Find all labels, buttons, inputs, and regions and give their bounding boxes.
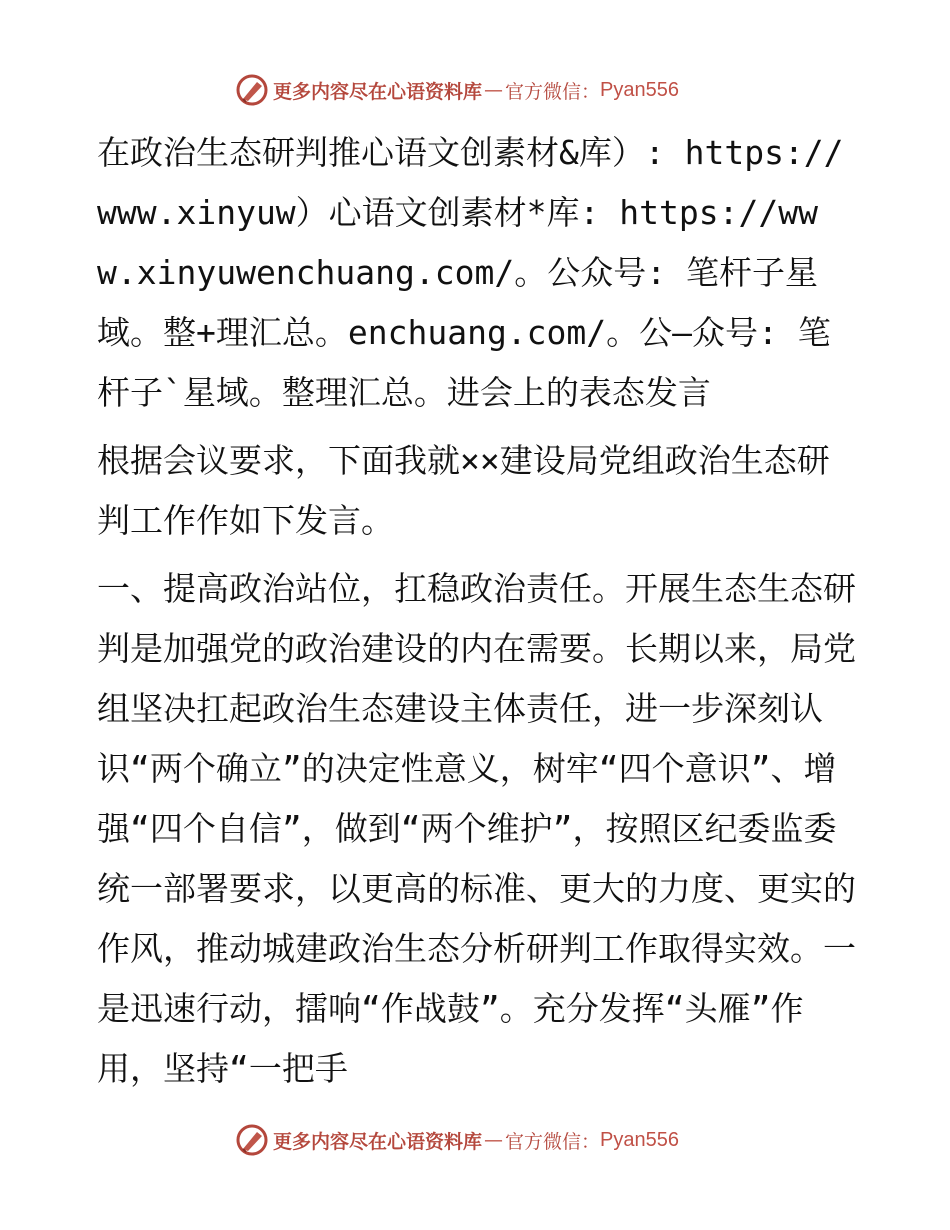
- pen-nib-logo-icon: [235, 1123, 269, 1157]
- banner-dash: —: [484, 1129, 504, 1151]
- header-watermark-banner: [235, 72, 715, 108]
- paragraph-opening: 根据会议要求，下面我就××建设局党组政治生态研判工作作如下发言。: [97, 441, 830, 540]
- document-body: [97, 123, 857, 1099]
- pen-nib-logo-icon: [235, 73, 269, 107]
- banner-main-text: 更多内容尽在心语资料库: [273, 80, 483, 103]
- banner-wechat-label: 官方微信：: [505, 80, 601, 103]
- footer-watermark-banner: [235, 1122, 715, 1158]
- banner-wechat-id: Pyan556: [600, 78, 679, 101]
- banner-dash: —: [484, 79, 504, 101]
- banner-wechat-id: Pyan556: [600, 1128, 679, 1151]
- paragraph-intro: 在政治生态研判推心语文创素材&库）: https://www.xinyuw）心语文创素材*库: https://www.xinyuwenchuang.com/。公众号: 笔杆子星域。整+理汇总。enchuang.com/。公—众号: 笔杆子`星域。整理汇总。进会上的表态发言: [97, 133, 844, 412]
- paragraph-section-one: 一、提高政治站位，扛稳政治责任。开展生态生态研判是加强党的政治建设的内在需要。长期以来，局党组坚决扛起政治生态建设主体责任，进一步深刻认识“两个确立”的决定性意义，树牢“四个意识”、增强“四个自信”，做到“两个维护”，按照区纪委监委统一部署要求，以更高的标准、更大的力度、更实的作风，推动城建政治生态分析研判工作取得实效。一是迅速行动，擂响“作战鼓”。充分发挥“头雁”作用，坚持“一把手: [97, 569, 856, 1088]
- banner-wechat-label: 官方微信：: [505, 1130, 601, 1153]
- banner-main-text: 更多内容尽在心语资料库: [273, 1130, 483, 1153]
